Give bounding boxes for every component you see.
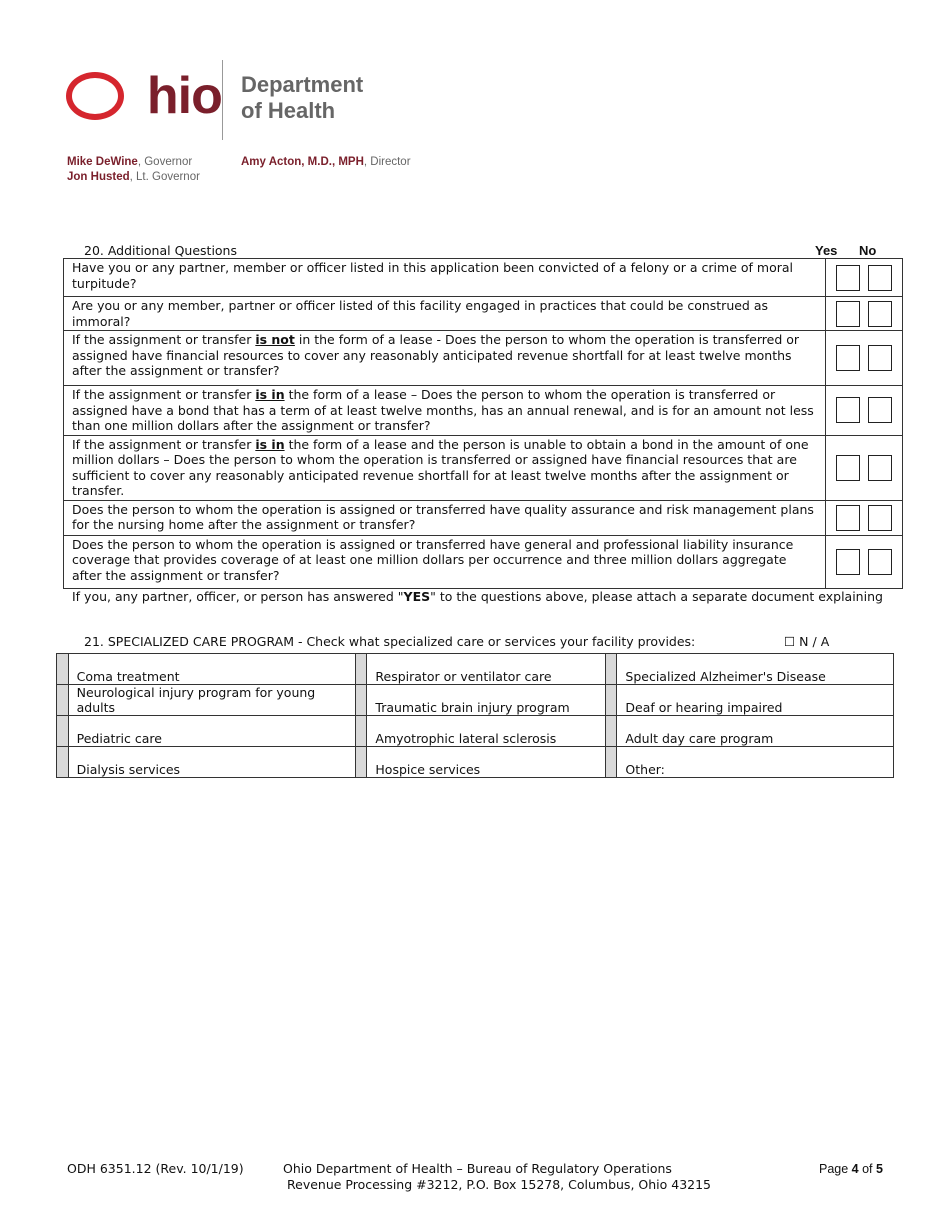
care-checkbox[interactable] bbox=[605, 716, 617, 747]
question-text: Are you or any member, partner or officer listed of this facility engaged in practices that could be construed as immoral? bbox=[64, 297, 826, 331]
care-checkbox[interactable] bbox=[355, 716, 367, 747]
yes-checkbox[interactable] bbox=[836, 505, 860, 531]
answer-cell bbox=[826, 297, 903, 331]
agency-line2: Revenue Processing #3212, P.O. Box 15278, Columbus, Ohio 43215 bbox=[287, 1177, 712, 1192]
care-checkbox[interactable] bbox=[605, 654, 617, 685]
no-checkbox[interactable] bbox=[868, 345, 892, 371]
question-row bbox=[64, 259, 903, 297]
yes-checkbox[interactable] bbox=[836, 549, 860, 575]
governors bbox=[67, 155, 200, 185]
ohio-logo-o bbox=[66, 72, 124, 120]
no-checkbox[interactable] bbox=[868, 301, 892, 327]
yes-explanation-note: If you, any partner, officer, or person has answered "YES" to the questions above, please attach a separate document explaining bbox=[72, 589, 883, 604]
logo-divider bbox=[222, 60, 223, 140]
specialized-care-table bbox=[56, 653, 894, 778]
care-option-label: Adult day care program bbox=[617, 716, 894, 747]
care-row bbox=[57, 654, 894, 685]
agency-line1: Ohio Department of Health – Bureau of Regulatory Operations bbox=[283, 1161, 672, 1176]
care-checkbox[interactable] bbox=[355, 654, 367, 685]
governor-name: Mike DeWine bbox=[67, 156, 138, 168]
care-option-label: Hospice services bbox=[367, 747, 605, 778]
section21-title: 21. SPECIALIZED CARE PROGRAM - Check what specialized care or services your facility provides: bbox=[84, 634, 696, 649]
question-emphasis: is in bbox=[255, 387, 285, 402]
question-text: If the assignment or transfer is not in the form of a lease - Does the person to whom the operation is transferred or assigned have financial resources to cover any reasonably anticipated revenue shortfall for at least twelve months after the assignment or transfer? bbox=[64, 331, 826, 386]
care-option-label: Dialysis services bbox=[68, 747, 355, 778]
answer-cell bbox=[826, 259, 903, 297]
care-checkbox[interactable] bbox=[57, 654, 69, 685]
care-option-label: Neurological injury program for young adults bbox=[68, 685, 355, 716]
director-name: Amy Acton, M.D., MPH bbox=[241, 156, 364, 168]
care-row bbox=[57, 716, 894, 747]
director-title: , Director bbox=[363, 156, 411, 168]
page-number: Page 4 of 5 bbox=[819, 1162, 883, 1176]
care-option-label: Pediatric care bbox=[68, 716, 355, 747]
care-row bbox=[57, 685, 894, 716]
care-checkbox[interactable] bbox=[355, 747, 367, 778]
no-checkbox[interactable] bbox=[868, 549, 892, 575]
director bbox=[241, 155, 411, 170]
question-row bbox=[64, 297, 903, 331]
care-option-label: Coma treatment bbox=[68, 654, 355, 685]
no-checkbox[interactable] bbox=[868, 397, 892, 423]
question-text: Does the person to whom the operation is assigned or transferred have general and professional liability insurance coverage that provides coverage of at least one million dollars per occurrence and three million dollars aggregate after the assignment or transfer? bbox=[64, 535, 826, 588]
question-text: Does the person to whom the operation is assigned or transferred have quality assurance and risk management plans for the nursing home after the assignment or transfer? bbox=[64, 500, 826, 535]
answer-cell bbox=[826, 331, 903, 386]
answer-cell bbox=[826, 435, 903, 500]
care-option-label: Respirator or ventilator care bbox=[367, 654, 605, 685]
yes-checkbox[interactable] bbox=[836, 397, 860, 423]
care-option-label: Other: bbox=[617, 747, 894, 778]
care-checkbox[interactable] bbox=[57, 685, 69, 716]
care-option-label: Amyotrophic lateral sclerosis bbox=[367, 716, 605, 747]
question-emphasis: is not bbox=[255, 332, 295, 347]
answer-cell bbox=[826, 500, 903, 535]
question-row bbox=[64, 535, 903, 588]
no-checkbox[interactable] bbox=[868, 265, 892, 291]
care-checkbox[interactable] bbox=[355, 685, 367, 716]
care-checkbox[interactable] bbox=[57, 747, 69, 778]
lt-governor-title: , Lt. Governor bbox=[129, 171, 200, 183]
care-checkbox[interactable] bbox=[605, 747, 617, 778]
care-option-label: Specialized Alzheimer's Disease bbox=[617, 654, 894, 685]
answer-cell bbox=[826, 535, 903, 588]
care-option-label: Traumatic brain injury program bbox=[367, 685, 605, 716]
lt-governor-name: Jon Husted bbox=[67, 171, 130, 183]
question-row bbox=[64, 386, 903, 436]
no-header: No bbox=[859, 243, 877, 258]
question-row bbox=[64, 331, 903, 386]
additional-questions-table bbox=[63, 258, 903, 589]
question-text: Have you or any partner, member or officer listed in this application been convicted of a felony or a crime of moral turpitude? bbox=[64, 259, 826, 297]
no-checkbox[interactable] bbox=[868, 455, 892, 481]
question-emphasis: is in bbox=[255, 436, 285, 452]
yes-checkbox[interactable] bbox=[836, 301, 860, 327]
question-text: If the assignment or transfer is in the form of a lease – Does the person to whom the operation is transferred or assigned have a bond that has a term of at least twelve months, has an annual renewal, and is for an amount not less than one million dollars after the assignment or transfer? bbox=[64, 386, 826, 436]
care-option-label: Deaf or hearing impaired bbox=[617, 685, 894, 716]
yes-header: Yes bbox=[815, 243, 838, 258]
yes-checkbox[interactable] bbox=[836, 455, 860, 481]
question-text: If the assignment or transfer is in the form of a lease and the person is unable to obtain a bond in the amount of one million dollars – Does the person to whom the operation is transferred or assigned have financial resources that are sufficient to cover any reasonably anticipated revenue shortfall for at least twelve months after the assignment or transfer. bbox=[64, 435, 826, 500]
department-line1: Department bbox=[241, 72, 364, 97]
question-row bbox=[64, 500, 903, 535]
yes-checkbox[interactable] bbox=[836, 265, 860, 291]
form-id: ODH 6351.12 (Rev. 10/1/19) bbox=[67, 1161, 244, 1176]
answer-cell bbox=[826, 386, 903, 436]
department-name bbox=[241, 72, 363, 124]
no-checkbox[interactable] bbox=[868, 505, 892, 531]
governor-title: , Governor bbox=[137, 156, 193, 168]
na-checkbox[interactable]: ☐ N / A bbox=[784, 634, 830, 649]
yes-checkbox[interactable] bbox=[836, 345, 860, 371]
care-checkbox[interactable] bbox=[57, 716, 69, 747]
question-row bbox=[64, 435, 903, 500]
care-row bbox=[57, 747, 894, 778]
section20-title: 20. Additional Questions bbox=[84, 243, 237, 258]
department-line2: of Health bbox=[241, 98, 336, 123]
care-checkbox[interactable] bbox=[605, 685, 617, 716]
ohio-logo-text: hio bbox=[146, 67, 222, 125]
